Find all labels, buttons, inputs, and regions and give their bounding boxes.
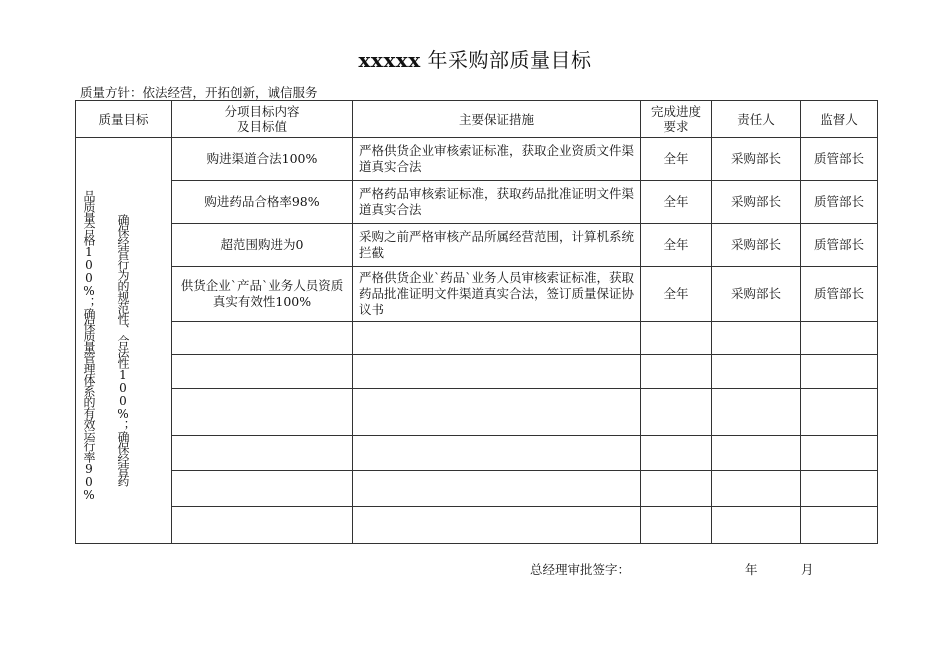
table-row <box>76 138 878 181</box>
table-header-row <box>76 101 878 138</box>
row-progress: 全年 <box>641 267 712 322</box>
document-title <box>0 44 950 73</box>
footer-month: 月 <box>801 562 814 577</box>
row-progress: 全年 <box>641 181 712 224</box>
quality-goals-table <box>75 100 878 544</box>
title-text: 年采购部质量目标 <box>427 48 592 72</box>
table-row <box>76 181 878 224</box>
header-progress <box>641 101 712 138</box>
empty-row <box>76 470 878 506</box>
row-progress: 全年 <box>641 138 712 181</box>
row-item: 购进药品合格率98% <box>172 181 353 224</box>
empty-row <box>76 506 878 543</box>
table-row <box>76 267 878 322</box>
row-measure: 严格药品审核索证标准，获取药品批准证明文件渠道真实合法 <box>353 181 641 224</box>
empty-row <box>76 355 878 388</box>
header-responsible: 责任人 <box>712 101 801 138</box>
row-supervisor: 质管部长 <box>801 267 878 322</box>
header-sub-goal-line2: 及目标值 <box>236 119 287 134</box>
empty-row <box>76 435 878 470</box>
quality-policy: 质量方针：依法经营，开拓创新，诚信服务 <box>80 85 318 100</box>
row-measure: 严格供货企业审核索证标准，获取企业资质文件渠道真实合法 <box>353 138 641 181</box>
approval-signature-label: 总经理审批签字： <box>530 562 631 577</box>
header-sub-goal-line1: 分项目标内容 <box>224 104 300 119</box>
quality-goal-text-col2: 确保经营行为的规范性、合法性100%；确保经营药 <box>116 214 130 486</box>
row-measure: 严格供货企业`药品`业务人员审核索证标准，获取药品批准证明文件渠道真实合法，签订质量保证协议书 <box>353 267 641 322</box>
row-progress: 全年 <box>641 224 712 267</box>
row-item: 供货企业`产品`业务人员资质真实有效性100% <box>172 267 353 322</box>
quality-goal-text-col1: 品质量合格100%；确保质量管理体系的有效运行率90% <box>82 190 96 501</box>
row-supervisor: 质管部长 <box>801 224 878 267</box>
header-measures: 主要保证措施 <box>353 101 641 138</box>
header-supervisor: 监督人 <box>801 101 878 138</box>
empty-row <box>76 388 878 435</box>
header-sub-goal <box>172 101 353 138</box>
row-responsible: 采购部长 <box>712 181 801 224</box>
row-responsible: 采购部长 <box>712 138 801 181</box>
footer-year: 年 <box>745 562 758 577</box>
header-progress-line1: 完成进度 <box>650 104 701 119</box>
header-progress-line2: 要求 <box>663 119 689 134</box>
header-quality-goal: 质量目标 <box>76 101 172 138</box>
row-measure: 采购之前严格审核产品所属经营范围，计算机系统拦截 <box>353 224 641 267</box>
table-row <box>76 224 878 267</box>
row-responsible: 采购部长 <box>712 267 801 322</box>
row-item: 超范围购进为0 <box>172 224 353 267</box>
title-prefix: xxxxx <box>358 48 421 72</box>
row-supervisor: 质管部长 <box>801 181 878 224</box>
row-item: 购进渠道合法100% <box>172 138 353 181</box>
row-responsible: 采购部长 <box>712 224 801 267</box>
empty-row <box>76 322 878 355</box>
quality-goal-cell <box>76 138 172 544</box>
row-supervisor: 质管部长 <box>801 138 878 181</box>
